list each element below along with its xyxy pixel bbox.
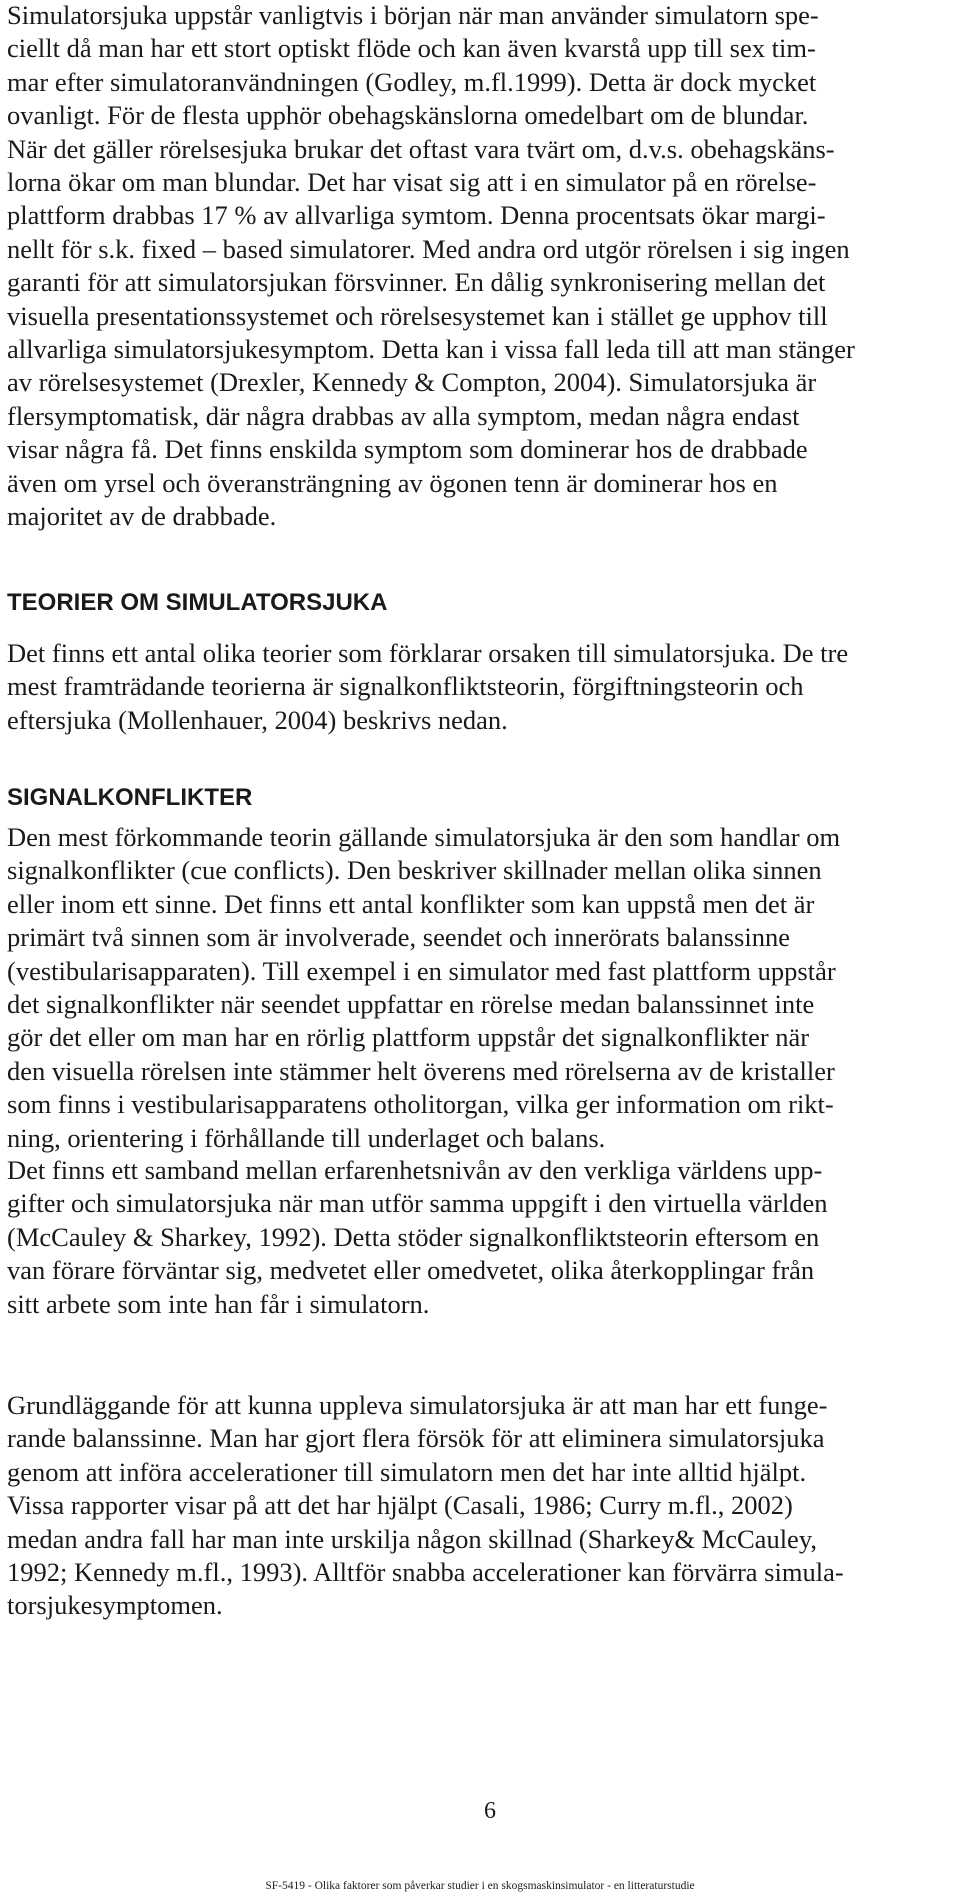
section-heading-theories: TEORIER OM SIMULATORSJUKA bbox=[7, 589, 388, 616]
text-line: rande balanssinne. Man har gjort flera försök för att eliminera simulatorsjuka bbox=[7, 1423, 825, 1454]
text-line: ning, orientering i förhållande till underlaget och balans. bbox=[7, 1122, 606, 1153]
text-line: signalkonflikter (cue conflicts). Den beskriver skillnader mellan olika sinnen bbox=[7, 855, 822, 886]
text-line: gifter och simulatorsjuka när man utför samma uppgift i den virtuella världen bbox=[7, 1188, 828, 1219]
text-line: van förare förväntar sig, medvetet eller omedvetet, olika återkopplingar från bbox=[7, 1255, 815, 1286]
text-line: När det gäller rörelsesjuka brukar det oftast vara tvärt om, d.v.s. obehagskäns- bbox=[7, 133, 835, 164]
text-line: Vissa rapporter visar på att det har hjälpt (Casali, 1986; Curry m.fl., 2002) bbox=[7, 1490, 793, 1521]
text-line: allvarliga simulatorsjukesymptom. Detta kan i vissa fall leda till att man stänger bbox=[7, 334, 855, 364]
page-footer: SF-5419 - Olika faktorer som påverkar studier i en skogsmaskinsimulator - en litteraturstudie bbox=[265, 1880, 695, 1892]
text-line: 1992; Kennedy m.fl., 1993). Alltför snabba accelerationer kan förvärra simula- bbox=[7, 1557, 844, 1587]
text-line: majoritet av de drabbade. bbox=[7, 501, 277, 531]
text-line: torsjukesymptomen. bbox=[7, 1590, 223, 1621]
text-line: sitt arbete som inte han får i simulatorn. bbox=[7, 1288, 430, 1319]
text-line: lorna ökar om man blundar. Det har visat sig att i en simulator på en rörelse- bbox=[7, 167, 817, 197]
text-line: visar några få. Det finns enskilda symptom som dominerar hos de drabbade bbox=[7, 434, 808, 465]
text-line: Det finns ett samband mellan erfarenhetsnivån av den verkliga världens upp- bbox=[7, 1155, 823, 1185]
text-line: eller inom ett sinne. Det finns ett antal konflikter som kan uppstå men det är bbox=[7, 888, 815, 919]
text-line: flersymptomatisk, där några drabbas av alla symptom, medan några endast bbox=[7, 400, 800, 431]
page-number: 6 bbox=[484, 1798, 496, 1824]
text-line: garanti för att simulatorsjukan försvinner. En dålig synkronisering mellan det bbox=[7, 267, 826, 298]
text-line: ciellt då man har ett stort optiskt flöde och kan även kvarstå upp till sex tim- bbox=[7, 33, 816, 64]
text-line: som finns i vestibularisapparatens otholitorgan, vilka ger information om rikt- bbox=[7, 1089, 834, 1120]
text-line: av rörelsesystemet (Drexler, Kennedy & Compton, 2004). Simulatorsjuka är bbox=[7, 367, 817, 398]
text-line: genom att införa accelerationer till simulatorn men det har inte alltid hjälpt. bbox=[7, 1456, 807, 1487]
text-line: visuella presentationssystemet och rörelsesystemet kan i stället ge upphov till bbox=[7, 300, 828, 331]
text-line: ovanligt. För de flesta upphör obehagskänslorna omedelbart om de blundar. bbox=[7, 100, 809, 131]
text-line: det signalkonflikter när seendet uppfattar en rörelse medan balanssinnet inte bbox=[7, 989, 815, 1019]
text-line: gör det eller om man har en rörlig plattform uppstår det signalkonflikter när bbox=[7, 1022, 810, 1053]
text-line: Simulatorsjuka uppstår vanligtvis i början när man använder simulatorn spe- bbox=[7, 0, 819, 30]
text-line: plattform drabbas 17 % av allvarliga symtom. Denna procentsats ökar margi- bbox=[7, 200, 826, 231]
text-line: (vestibularisapparaten). Till exempel i en simulator med fast plattform uppstår bbox=[7, 955, 836, 986]
text-line: mest framträdande teorierna är signalkonfliktsteorin, förgiftningsteorin och bbox=[7, 671, 804, 702]
text-line: Grundläggande för att kunna uppleva simulatorsjuka är att man har ett funge- bbox=[7, 1390, 828, 1420]
text-line: medan andra fall har man inte urskilja någon skillnad (Sharkey& McCauley, bbox=[7, 1523, 817, 1554]
text-line: Det finns ett antal olika teorier som förklarar orsaken till simulatorsjuka. De tre bbox=[7, 638, 849, 668]
text-line: Den mest förkommande teorin gällande simulatorsjuka är den som handlar om bbox=[7, 822, 841, 852]
section-heading-signal-conflicts: SIGNALKONFLIKTER bbox=[7, 784, 253, 811]
text-line: även om yrsel och överansträngning av ögonen tenn är dominerar hos en bbox=[7, 467, 778, 498]
text-line: nellt för s.k. fixed – based simulatorer. Med andra ord utgör rörelsen i sig ingen bbox=[7, 233, 850, 264]
text-line: eftersjuka (Mollenhauer, 2004) beskrivs nedan. bbox=[7, 704, 508, 735]
text-line: mar efter simulatoranvändningen (Godley, m.fl.1999). Detta är dock mycket bbox=[7, 66, 817, 97]
text-line: primärt två sinnen som är involverade, seendet och innerörats balanssinne bbox=[7, 922, 790, 953]
text-line: den visuella rörelsen inte stämmer helt överens med rörelserna av de kristaller bbox=[7, 1055, 835, 1086]
text-line: (McCauley & Sharkey, 1992). Detta stöder signalkonfliktsteorin eftersom en bbox=[7, 1221, 820, 1252]
